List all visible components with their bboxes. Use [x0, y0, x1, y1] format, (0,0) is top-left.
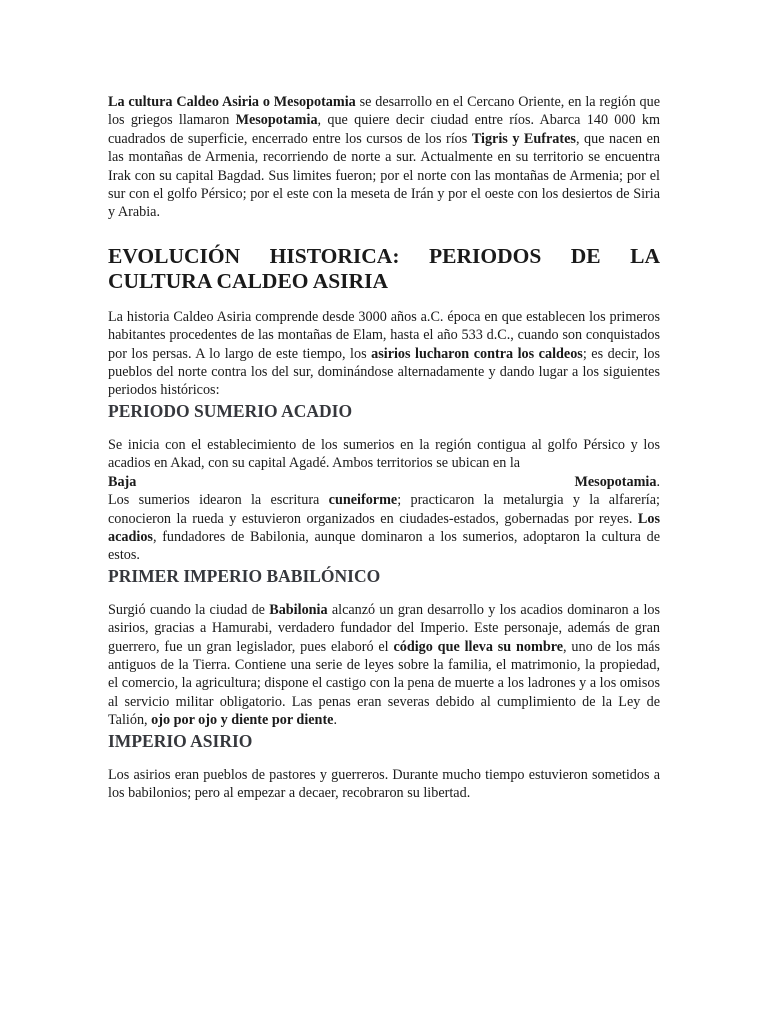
intro-text: , que nacen en las montañas de Armenia, recorriendo de norte a sur. Actualmente en su territorio se encuentra Irak con su capital Bagdad. Sus limites fueron; por el norte con las montañas de Armenia; por el sur con el golfo Pérsico; por el este con la meseta de Irán y por el oeste con los desiertos de Siria y Arabia.	[108, 130, 660, 221]
intro-text: se desarrollo en el Cercano Oriente, en la región que los griegos llamaron	[108, 94, 660, 129]
intro-text: , que quiere decir ciudad entre ríos. Abarca 140 000 km cuadrados de superficie, encerrado entre los cursos de los ríos	[108, 112, 660, 147]
asirio-text: Los asirios eran pueblos de pastores y guerreros. Durante mucho tiempo estuvieron sometidos a los babilonios; pero al empezar a decaer, recobraron su libertad.	[108, 766, 660, 801]
intro-paragraph	[108, 93, 660, 222]
sumerio-paragraph-2	[108, 491, 660, 565]
evolucion-paragraph	[108, 308, 660, 400]
asirio-paragraph	[108, 766, 660, 803]
section-heading-sumerio: PERIODO SUMERIO ACADIO	[108, 400, 353, 421]
babilonico-text: Surgió cuando la ciudad de	[108, 601, 270, 618]
section-heading-evolucion: EVOLUCIÓN HISTORICA: PERIODOS DE LA CULTURA CALDEO ASIRIA	[108, 243, 660, 293]
intro-bold-title: La cultura Caldeo Asiria o Mesopotamia	[108, 94, 356, 110]
sumerio-bold-cuneiforme: cuneiforme	[328, 492, 398, 509]
sumerio-bold-mesopotamia: Mesopotamia	[574, 473, 657, 490]
babilonico-text: , uno de los más antiguos de la Tierra. Contiene una serie de leyes sobre la familia, el matrimonio, la propiedad, el comercio, la agricultura; dispone el castigo con la pena de muerte a los ladrones y a los omisos al servicio militar obligatorio. Las penas eran severas debido al cumplimiento de la Ley de Talión,	[108, 638, 660, 729]
babilonico-text: .	[333, 712, 338, 729]
babilonico-text: alcanzó un gran desarrollo y los acadios dominaron a los asirios, gracias a Hamurabi, verdadero fundador del Imperio. Este personaje, además de gran guerrero, fue un gran legislador, pues elaboró el	[108, 601, 660, 655]
intro-bold-mesopotamia: Mesopotamia	[235, 112, 318, 129]
babilonico-bold-codigo: código que lleva su nombre	[393, 638, 564, 655]
section-heading-asirio: IMPERIO ASIRIO	[108, 730, 253, 751]
evolucion-text: La historia Caldeo Asiria comprende desde 3000 años a.C. época en que establecen los primeros habitantes procedentes de las montañas de Elam, hasta el año 533 d.C., cuando son conquistados por los persas. A lo largo de este tiempo, los	[108, 308, 660, 362]
sumerio-paragraph-1	[108, 436, 660, 473]
sumerio-text: Se inicia con el establecimiento de los sumerios en la región contigua al golfo Pérsico y los acadios en Akad, con su capital Agadé. Ambos territorios se ubican en la	[108, 436, 660, 472]
sumerio-bold-baja: Baja	[108, 473, 137, 490]
sumerio-text: , fundadores de Babilonia, aunque dominaron a los sumerios, adoptaron la cultura de estos.	[108, 528, 660, 564]
babilonico-bold-talion: ojo por ojo y diente por diente	[151, 712, 334, 729]
intro-bold-rivers: Tigris y Eufrates	[471, 130, 576, 147]
babilonico-paragraph	[108, 601, 660, 730]
sumerio-split-line	[108, 473, 660, 491]
evolucion-text: ; es decir, los pueblos del norte contra los del sur, dominándose alternadamente y dando lugar a los siguientes periodos históricos:	[108, 345, 661, 399]
sumerio-text: Los sumerios idearon la escritura	[108, 492, 329, 509]
evolucion-bold: asirios lucharon contra los caldeos	[371, 345, 583, 362]
sumerio-end	[574, 473, 660, 491]
sumerio-period: .	[656, 473, 660, 490]
section-heading-babilonico: PRIMER IMPERIO BABILÓNICO	[108, 565, 381, 586]
babilonico-bold-babilonia: Babilonia	[269, 601, 328, 618]
sumerio-bold-acadios: Los acadios	[108, 510, 660, 545]
sumerio-text: ; practicaron la metalurgia y la alfarería; conocieron la rueda y estuvieron organizados en ciudades-estados, gobernadas por reyes.	[108, 492, 660, 527]
